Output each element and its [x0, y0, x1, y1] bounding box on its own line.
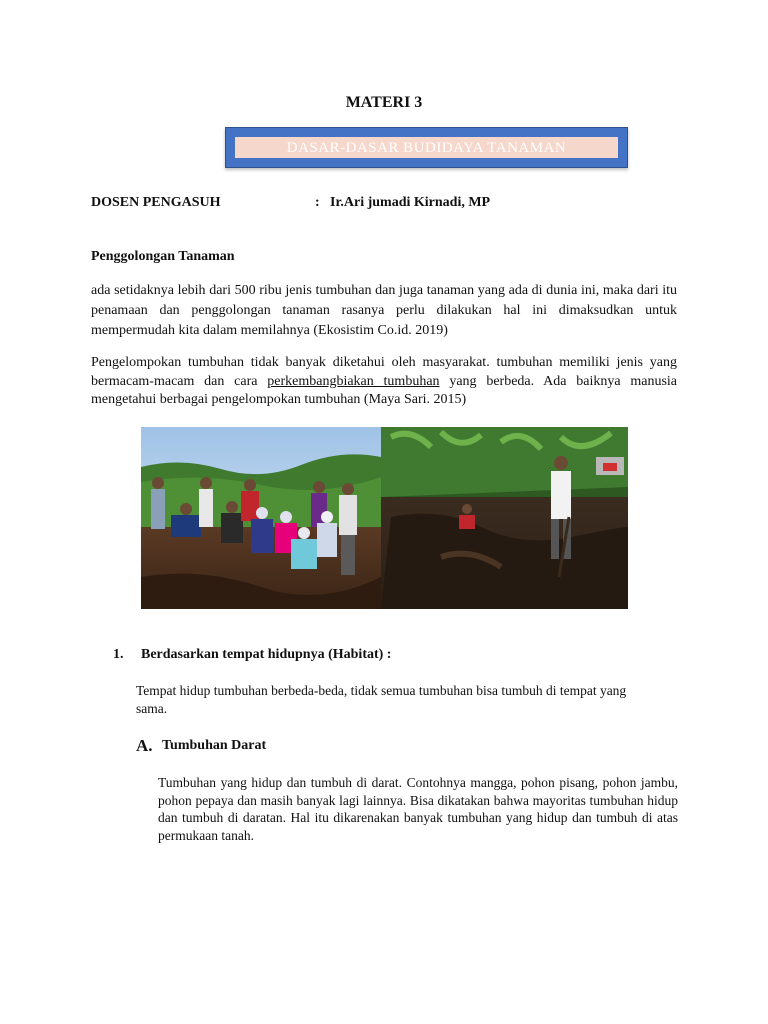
lecturer-separator: :	[315, 195, 320, 210]
title-banner	[225, 127, 628, 168]
tumbuhan-darat-paragraph: Tumbuhan yang hidup dan tumbuh di darat. Contohnya mangga, pohon pisang, pohon jambu, pohon pepaya dan masih banyak lagi lainnya. Bisa dikatakan bahwa mayoritas tumbuhan hidup dan tumbuh di daratan. Hal itu dikarenakan banyak tumbuhan yang hidup dan tumbuh di atas permukaan tanah.	[158, 775, 678, 843]
banner-text: DASAR-DASAR BUDIDAYA TANAMAN	[235, 137, 618, 158]
link-perkembangbiakan[interactable]: perkembangbiakan tumbuhan	[267, 373, 440, 389]
lecturer-name: Ir.Ari jumadi Kirnadi, MP	[330, 195, 491, 210]
section-heading: Penggolongan Tanaman	[91, 249, 235, 264]
paragraph-2-end: yang berbeda. Ada baiknya manusia mengetahui berbagai pengelompokan tumbuhan (Maya Sari. 2015)	[91, 373, 677, 407]
page-title: MATERI 3	[345, 94, 423, 111]
list-number-1: 1.	[113, 647, 124, 662]
field-photos	[141, 427, 628, 609]
paragraph-2	[91, 354, 677, 410]
habitat-paragraph: Tempat hidup tumbuhan berbeda-beda, tidak semua tumbuhan bisa tumbuh di tempat yang sama.	[136, 683, 627, 716]
paragraph-2-start: Pengelompokan tumbuhan tidak banyak diketahui oleh masyarakat. tumbuhan memiliki jenis yang bermacam-macam dan cara	[91, 355, 677, 389]
group-photo-image	[141, 427, 628, 609]
paragraph-1: ada setidaknya lebih dari 500 ribu jenis tumbuhan dan juga tanaman yang ada di dunia ini, maka dari itu penamaan dan penggolongan tanaman rasanya perlu dilakukan hal ini dimaksudkan untuk mempermudah kita dalam memilahnya (Ekosistim Co.id. 2019)	[91, 283, 677, 338]
sub-letter-a: A.	[136, 736, 153, 755]
list-heading-habitat: Berdasarkan tempat hidupnya (Habitat) :	[141, 647, 392, 662]
lecturer-label: DOSEN PENGASUH	[91, 195, 221, 210]
sub-heading-tumbuhan-darat: Tumbuhan Darat	[162, 738, 267, 753]
